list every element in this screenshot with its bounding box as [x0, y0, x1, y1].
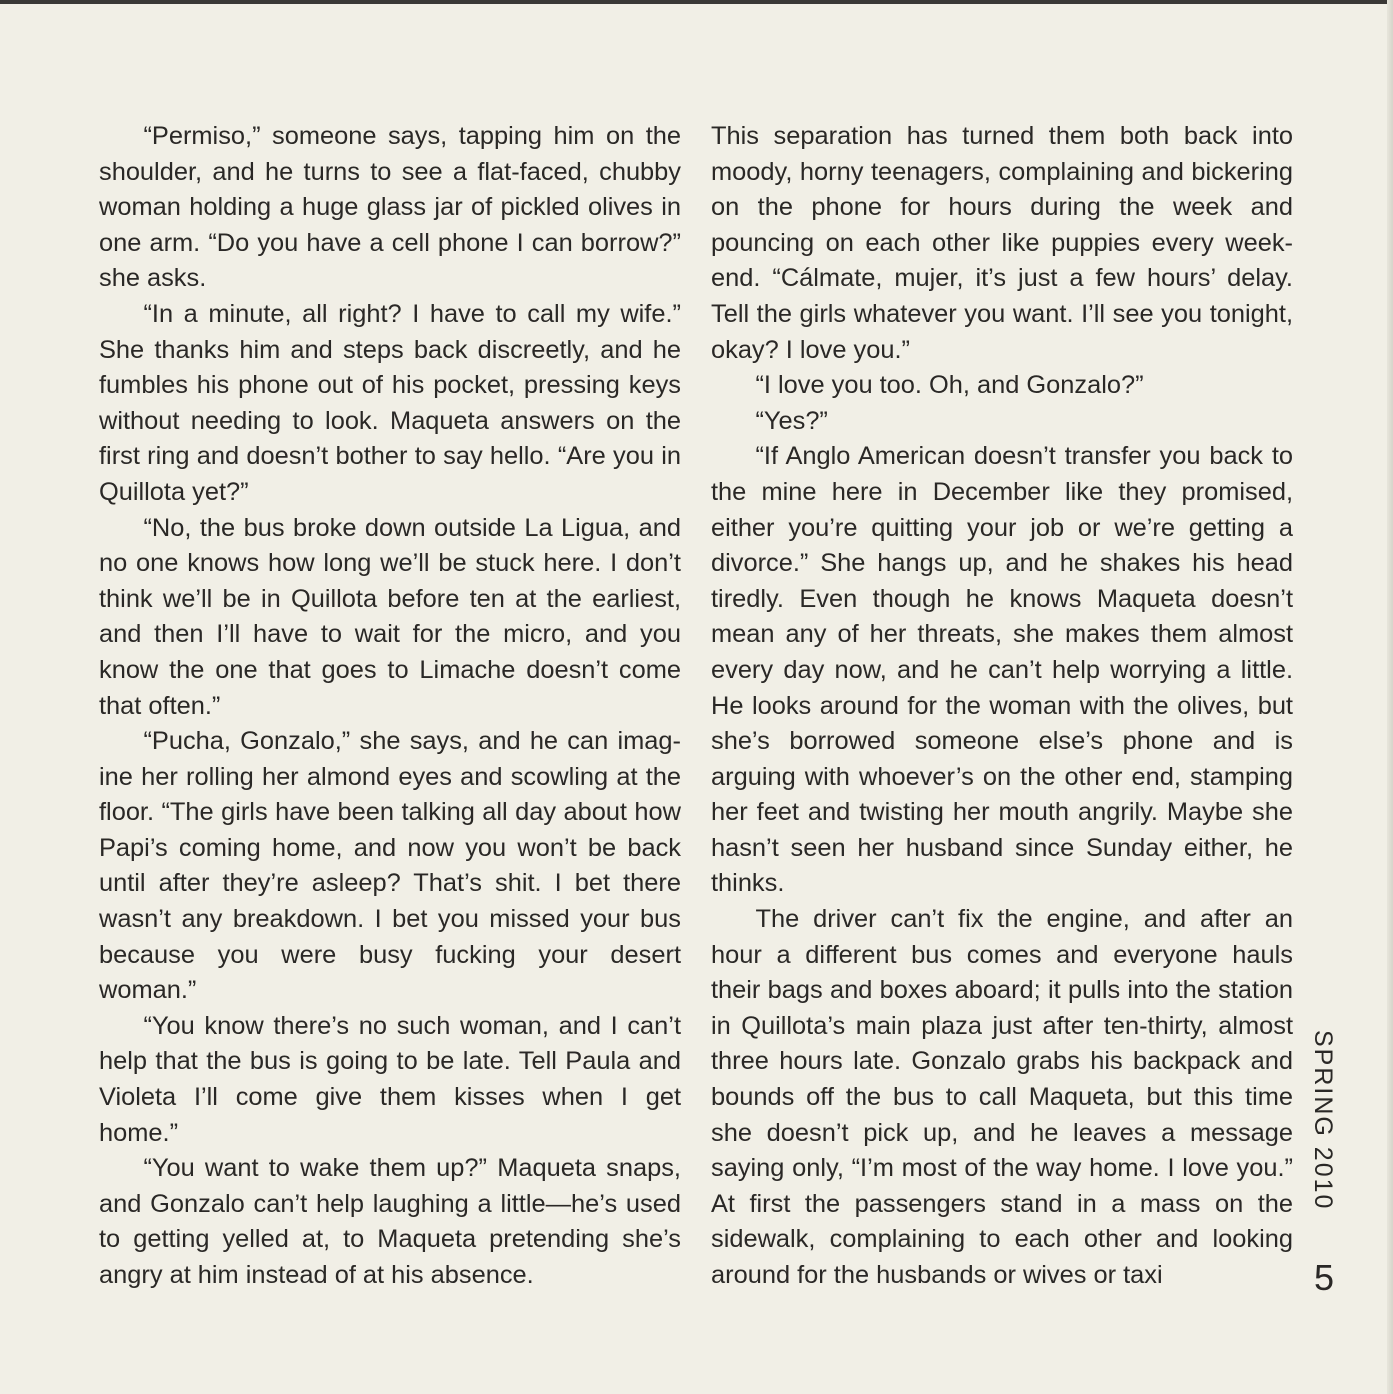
paragraph: “You know there’s no such woman, and I can’t help that the bus is going to be late. Tell Paula and Violeta I’ll come give them kisses when I get home.”: [99, 1011, 681, 1147]
paragraph: “If Anglo American doesn’t transfer you back to the mine here in December like they promised, either you’re quitting your job or we’re getting a divorce.” She hangs up, and he shakes his head tiredly. Even though he knows Maqueta doesn’t mean any of her threats, she makes them almost every day now, and he can’t help worrying a little. He looks around for the woman with the olives, but she’s borrowed someone else’s phone and is arguing with whoever’s on the other end, stamping her feet and twisting her mouth angrily. Maybe she hasn’t seen her husband since Sunday either, he thinks.: [711, 442, 1293, 898]
continued-paragraph: This separation has turned them both back into moody, horny teenagers, complaining and bickering on the phone for hours during the week and pouncing on each other like puppies every weekend. “Cálmate, mujer, it’s just a few hours’ delay. Tell the girls whatever you want. I’ll see you tonight, okay? I love you.”: [711, 122, 1293, 364]
paragraph: “You want to wake them up?” Maqueta snaps, and Gonzalo can’t help laughing a little—he’s used to getting yelled at, to Maqueta pretending she’s angry at him instead of at his absence.: [99, 1154, 681, 1289]
folio: [1308, 1030, 1348, 1300]
paragraph: “Yes?”: [755, 406, 828, 435]
left-column: [99, 119, 681, 1294]
paragraph: “No, the bus broke down outside La Ligua, and no one knows how long we’ll be stuck here. I don’t think we’ll be in Quillota before ten at the earliest, and then I’ll have to wait for the micro, and you know the one that goes to Limache doesn’t come that often.”: [99, 513, 681, 720]
paragraph: “Permiso,” someone says, tapping him on the shoulder, and he turns to see a flat-faced, chubby woman holding a huge glass jar of pickled olives in one arm. “Do you have a cell phone I can borrow?” she asks.: [99, 122, 681, 293]
right-column: [711, 119, 1293, 1294]
paragraph: “In a minute, all right? I have to call my wife.” She thanks him and steps back discreetly, and he fumbles his phone out of his pocket, pressing keys without needing to look. Maqueta answers on the first ring and doesn’t bother to say hello. “Are you in Quillota yet?”: [99, 299, 681, 506]
page-number: 5: [1314, 1257, 1335, 1298]
issue-season: SPRING 2010: [1309, 1030, 1337, 1211]
page-edge: [1387, 0, 1393, 1394]
paragraph: “Pucha, Gonzalo,” she says, and he can imagine her rolling her almond eyes and scowling at the floor. “The girls have been talking all day about how Papi’s coming home, and now you won’t be back until after they’re asleep? That’s shit. I bet there wasn’t any breakdown. I bet you missed your bus because you were busy fucking your desert woman.”: [99, 727, 681, 1005]
top-rule: [0, 0, 1393, 4]
paragraph: “I love you too. Oh, and Gonzalo?”: [755, 371, 1144, 400]
paragraph: The driver can’t fix the engine, and after an hour a different bus comes and everyone hauls their bags and boxes aboard; it pulls into the station in Quillota’s main plaza just after ten-thirty, almost three hours late. Gonzalo grabs his backpack and bounds off the bus to call Maqueta, but this time she doesn’t pick up, and he leaves a message saying only, “I’m most of the way home. I love you.” At first the passengers stand in a mass on the sidewalk, complaining to each other and looking around for the husbands or wives or taxi: [711, 905, 1293, 1289]
